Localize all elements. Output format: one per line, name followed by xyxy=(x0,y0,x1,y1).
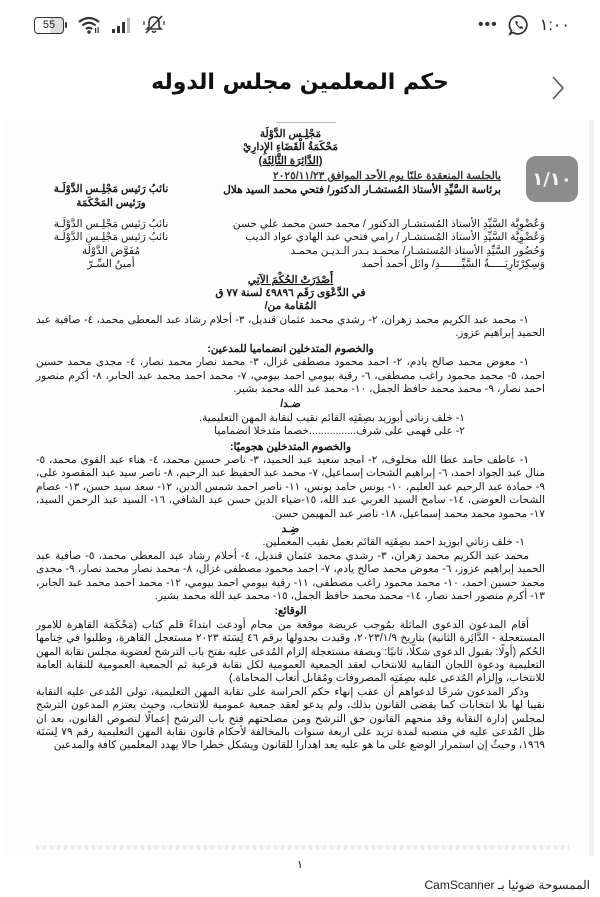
signal-strength-icon xyxy=(111,17,133,33)
scan-mark xyxy=(276,122,336,127)
facts-paragraph-1: أقام المدعون الدعوى الماثلة بمُوجب عريضة موقعة من محام أودعت ابتداءً قلم كتاب (مَحْكَمَة القاهرة للامور المستعجلة - الدَّائِرة الثانية) بتاريخ ٢٠٢٣/١/٩، وقيدت بجدولها برقم ٤٦ لِسَنَة ٢٠٢٣ مستعجل القاهرة، وطلبوا في خِتامها الحُكم (أولًا: بقبول الدعوى شكلًا، ثانيًا: وبصفة مستعجلة إلزام المُدعى عليه بفتح باب الترشح لعضوية مجلس نقابة المهن التعليمية ودعوة اللجان النقابية للانتخاب لعقد الجمعية العمومية لكل نقابة فرعية ثم الجمعية العمومية للنقابة العامة للانتخاب، وإلزام المُدعى عليه بصِفَتِه المصروفات ومُقابل أتعاب المحاماة.) xyxy=(36,618,545,685)
title-vice-president: نائبُ رَئيس مَجْلِـس الدَّوْلَـة xyxy=(53,183,169,196)
session-line: بالجلسة المنعقدة علنًا يوم الأحد الموافق ٢٠٢٥/١١/٢٣ xyxy=(273,170,501,183)
scan-noise xyxy=(36,845,569,850)
offensive-intervenors-title: والخصوم المتدخلين هجوميًا: xyxy=(229,440,352,453)
session-block xyxy=(36,170,545,210)
page-indicator-badge: ١/١٠ xyxy=(526,156,578,202)
clock-time: ١:٠٠ xyxy=(539,17,570,34)
defendant-2: ٢- على فهمى على شرف................خصما متدخلا انضماميا xyxy=(214,425,465,438)
document-title: حكم المعلمين مجلس الدوله xyxy=(151,70,449,95)
joined-intervenors-list: ١- معوض محمد صالح يادم، ٢- احمد محمود مصطفى غزال، ٣- محمد نصار محمد نصار، ٤- مجدى محمد حسين احمد، ٥- محمد محمود راغب مصطفى، ٦- رقية بيومي احمد بيومي، ٧- محمد احمد محمد عبد الجابر، ٨- أكرم منصور احمد نصار، ٩- محمد محمد حافظ الجمل، ١٠- محمد عبد الله محمد بشير. xyxy=(36,356,545,395)
member-line-4: وَسِكِرْتَارِيَـــــةُ السَّيِّـــــــدِ/ وائل أحمد أحمد xyxy=(361,258,545,271)
session-main xyxy=(186,170,545,197)
offensive-intervenors-list: ١- عاطف حامد عطا الله مخلوف، ٢- امجد سعيد عبد الحميد، ٣- ناصر حسين محمد، ٤- هناء عبد القوى محمد، ٥- منال عبد الجواد احمد، ٦- إبراهيم الشحات إسماعيل، ٧- محمد عبد الحفيظ عبد الرحيم، ٨- ناصر سيد عبد المقصود على، ٩- حمادة عبد الرحيم عبد العليم، ١٠- يونس حامد يونس، ١١- ناصر احمد شمس الدين، ١٢- سعد سيد حسن، ١٣- عصام الشحات العوضى، ١٤- سامح السيد العربي عبد الله، ١٥-ضياء الدين حسن عبد الشافي، ١٦- السيد عبد الرحمن السيد، ١٧- محمود محمد محمد إسماعيل، ١٨- ناصر عبد المهيمن حسن. xyxy=(36,453,546,520)
battery-indicator xyxy=(34,17,67,34)
defendant-acting-head: ١- خلف زناتي ابوزيد احمد بصِفَتِه القائم بعمل نقيب المعملين. xyxy=(262,536,525,549)
titles-column-bottom xyxy=(36,218,186,272)
verdict-title: أَصْدَرَتْ الحُكْمَ الآتِي xyxy=(247,273,334,286)
presidency-line: برئاسة السَّيِّدِ الأستاذ المُستشـار الدكتور/ فتحي محمد السيد هلال xyxy=(223,183,501,196)
court-division: مَحْكَمَةُ الْقَضَاءِ الإِدارِيْ xyxy=(242,141,339,154)
filed-by-title: المُقامة من/ xyxy=(264,300,317,313)
battery-tip xyxy=(65,22,67,28)
members-block xyxy=(36,218,545,272)
plaintiffs-list: ١- محمد عبد الكريم محمد زهران، ٢- رشدي محمد عثمان قنديل، ٣- أحلام رشاد عبد المعطى محمد، ٤- صافية عبد الحميد إبراهيم عزوز. xyxy=(36,313,545,340)
more-notifications-icon: ••• xyxy=(477,16,498,33)
members-main xyxy=(186,218,545,272)
against-title-1: ضـد/ xyxy=(280,398,301,411)
titles-column-top xyxy=(36,170,186,210)
wifi-icon xyxy=(77,16,101,34)
member-line-1: وَعُضْوِيَّة السَّيِّدِ الأستاذ المُستشـار الدكتور / محمد حسن محمد علي حسن xyxy=(232,218,545,231)
facts-paragraph-2: وذكر المدعون شرحًا لدعواهم أن عقب إنهاء حكم الحراسة على نقابة المهن التعليمية، تولى المُدعى عليه النقابة نقيبا لها بلا انتخابات كما يقضى القانون بذلك، ولم يدعو لعقد جمعية عمومية للانتخاب، وحيث يعتزم المدعون الترشح لمجلس إدارة النقابة وقد منحهم القانون حق الترشح ومن مصلحتهم فتح باب الترشح إعمالًا لنصوص القانون، بعد ان ظل المُدعى عليه في منصبه لمدة تزيد على اربعة سنوات بالمخالفة لأحكام قانون نقابة المهن التعليمية رقم ٧٩ لِسَنَة ١٩٦٩، وحيثُ إن استمرار الوضع على ما هو عليه يعد اهدارا للقانون ويشكل خطرا حالا يهدد المعلمين كافة والمدعين xyxy=(36,685,545,752)
title-state-commissioner: مُفَوَّض الدَّوْلَة xyxy=(81,244,140,257)
battery-level: 55 xyxy=(34,17,64,34)
document-page[interactable] xyxy=(6,120,594,856)
defendants-list-2: محمد عبد الكريم محمد زهران، ٣- رشدي محمد عثمان قنديل، ٤- أحلام رشاد عبد المعطى محمد، ٥- صافية عبد الحميد إبراهيم عزوز، ٦- معوض محمد صالح يادم، ٧- احمد محمود مصطفى غزال، ٨- محمد نصار محمد نصار، ٩- مجدى محمد حسين احمد، ١٠- محمد محمود راغب مصطفى، ١١- رقية بيومي احمد بيومي، ١٢- محمد احمد محمد عبد الجابر، ١٣- أكرم منصور احمد نصار، ١٤- محمد محمد حافظ الجمل، ١٥- محمد عبد الله محمد بشير. xyxy=(36,549,545,602)
member-line-3: وَحُضُور السَّيِّدِ الأستاذ المُستشـار/ محمـد بـدر الـديـن محمـد xyxy=(290,244,545,257)
status-bar-right xyxy=(478,14,570,36)
court-name: مَجْلِـس الدَّوْلَة xyxy=(259,128,322,140)
chevron-right-icon xyxy=(551,75,565,101)
joined-intervenors-title: والخصوم المتدخلين انضماميا للمدعين: xyxy=(207,342,374,355)
muted-bell-icon xyxy=(143,15,165,35)
title-vice-president-3: نائبُ رَئيس مَجْلِـس الدَّوْلَـة xyxy=(53,231,169,244)
member-line-2: وَعُضْوِيَّة السَّيِّدِ الأستاذ المُستشـار / رامي فتحي عبد الهادي عواد الديب xyxy=(245,231,545,244)
status-bar-left xyxy=(34,15,165,35)
page-number: ١ xyxy=(297,858,303,871)
case-number-line: في الدَّعْوَى رَقَم ٤٩٨٩٦ لسنة ٧٧ ق xyxy=(215,287,366,300)
court-circuit: (الدَّائِرَة الثَّالِثَة) xyxy=(258,154,323,167)
title-vice-president-2: نائبُ رَئيس مَجْلِـس الدَّوْلَـة xyxy=(53,218,169,231)
title-court-president: ورَئيس المَحْكَمَة xyxy=(76,196,146,209)
whatsapp-icon xyxy=(508,14,530,36)
camscanner-watermark: الممسوحة ضوئيا بـ CamScanner xyxy=(424,878,590,892)
defendant-1: ١- خلف زناتى أبوزيد بصِفَتِه القائم نقيب لنقابة المهن التعليمية. xyxy=(199,411,465,424)
status-bar xyxy=(0,0,600,50)
against-title-2: ضِـد xyxy=(281,522,300,535)
facts-title: الوقائع: xyxy=(274,605,307,618)
app-header xyxy=(0,62,600,118)
back-button[interactable] xyxy=(546,70,570,106)
title-secretary: أمينُ السِّـرّ xyxy=(87,258,135,271)
